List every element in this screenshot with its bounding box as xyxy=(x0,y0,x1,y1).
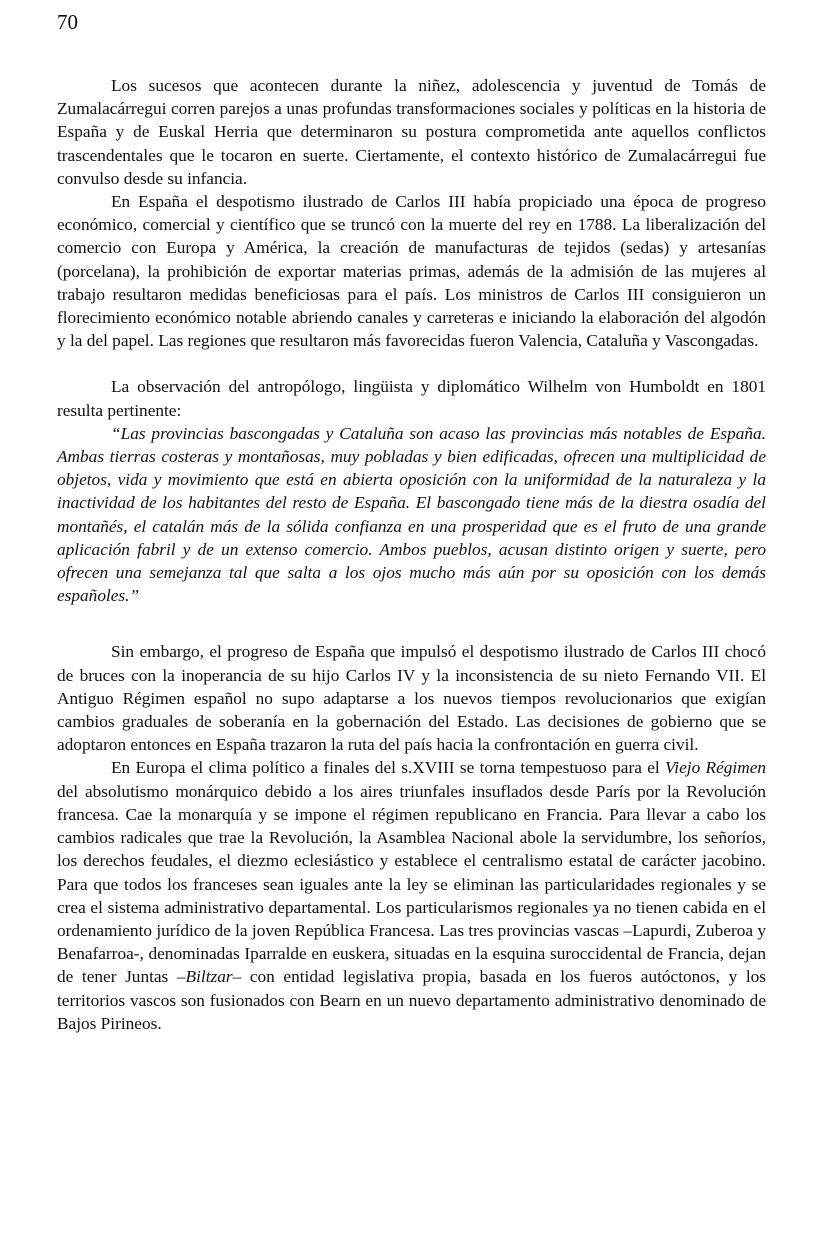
paragraph-spain-progress: Sin embargo, el progreso de España que impulsó el despotismo ilustrado de Carlos III chocó de bruces con la inoperancia de su hijo Carlos IV y la inconsistencia de su nieto Fernando VII. El Antiguo Régimen español no supo adaptarse a los nuevos tiempos revolucionarios que exigían cambios graduales de soberanía en la gobernación del Estado. Las decisiones de gobierno que se adoptaron entonces en España trazaron la ruta del país hacia la confrontación en guerra civil. xyxy=(57,642,766,755)
paragraph-zumalacarregui-context: Los sucesos que acontecen durante la niñez, adolescencia y juventud de Tomás de Zumalacárregui corren parejos a unas profundas transformaciones sociales y políticas en la historia de España y de Euskal Herria que determinaron su postura comprometida ante aquellos conflictos trascendentales que le tocaron en suerte. Ciertamente, el contexto histórico de Zumalacárregui fue convulso desde su infancia. xyxy=(57,76,766,188)
paragraph-carlos-iii: En España el despotismo ilustrado de Carlos III había propiciado una época de progreso económico, comercial y científico que se truncó con la muerte del rey en 1788. La liberalización del comercio con Europa y América, la creación de manufacturas de tejidos (sedas) y artesanías (porcelana), la prohibición de exportar materias primas, además de la admisión de las mujeres al trabajo resultaron medidas beneficiosas para el país. Los ministros de Carlos III consiguieron un florecimiento económico notable abriendo canales y carreteras e iniciando la elaboración del algodón y la del papel. Las regiones que resultaron más favorecidas fueron Valencia, Cataluña y Vascongadas. xyxy=(57,192,766,351)
paragraph-text: En Europa el clima político a finales del s.XVIII se torna tempestuoso para el xyxy=(111,758,660,778)
body-text xyxy=(57,74,766,1035)
italic-term: Biltzar xyxy=(185,967,233,987)
paragraph-text: del absolutismo monárquico debido a los aires triunfales insuflados desde París por la Revolución francesa. Cae la monarquía y se impone el régimen republicano en Francia. Para llevar a cabo los cambios radicales que trae la Revolución, la Asamblea Nacional abole la servidumbre, los señoríos, los derechos feudales, el diezmo eclesiástico y establece el centralismo estatal de carácter jacobino. Para que todos los franceses sean iguales ante la ley se eliminan las particularidades regionales y se crea el sistema administrativo departamental. Los particularismos regionales ya no tienen cabida en el ordenamiento jurídico de la joven República Francesa. Las tres provincias vascas –Lapurdi, Zuberoa y Benafarroa-, denominadas Iparralde en euskera, situadas en la esquina suroccidental de Francia, dejan de tener Juntas – xyxy=(57,781,766,987)
italic-term: Viejo Régimen xyxy=(665,758,767,778)
page-number: 70 xyxy=(57,10,78,34)
paragraph-humboldt-intro: La observación del antropólogo, lingüista y diplomático Wilhelm von Humboldt en 1801 resulta pertinente: xyxy=(57,377,766,420)
humboldt-quote: “Las provincias bascongadas y Cataluña son acaso las provincias más notables de España. Ambas tierras costeras y montañosas, muy pobladas y bien edificadas, ofrecen una multiplicidad de objetos, vida y movimiento que está en abierta oposición con la uniformidad de la naturaleza y la inactividad de los habitantes del resto de España. El bascongado tiene más de la diestra osadía del montañés, el catalán más de la sólida confianza en una prosperidad que es el fruto de una grande aplicación fabril y de un extenso comercio. Ambos pueblos, acusan distinto origen y suerte, pero ofrecen una semejanza tal que salta a los ojos mucho más aún por su oposición con los demás españoles.” xyxy=(57,423,766,606)
paragraph-text: – con entidad legislativa propia, basada en los fueros autóctonos, y los territorios vascos son fusionados con Bearn en un nuevo departamento administrativo denominado de Bajos Pirineos. xyxy=(57,967,767,1033)
paragraph-french-revolution xyxy=(57,756,766,1034)
